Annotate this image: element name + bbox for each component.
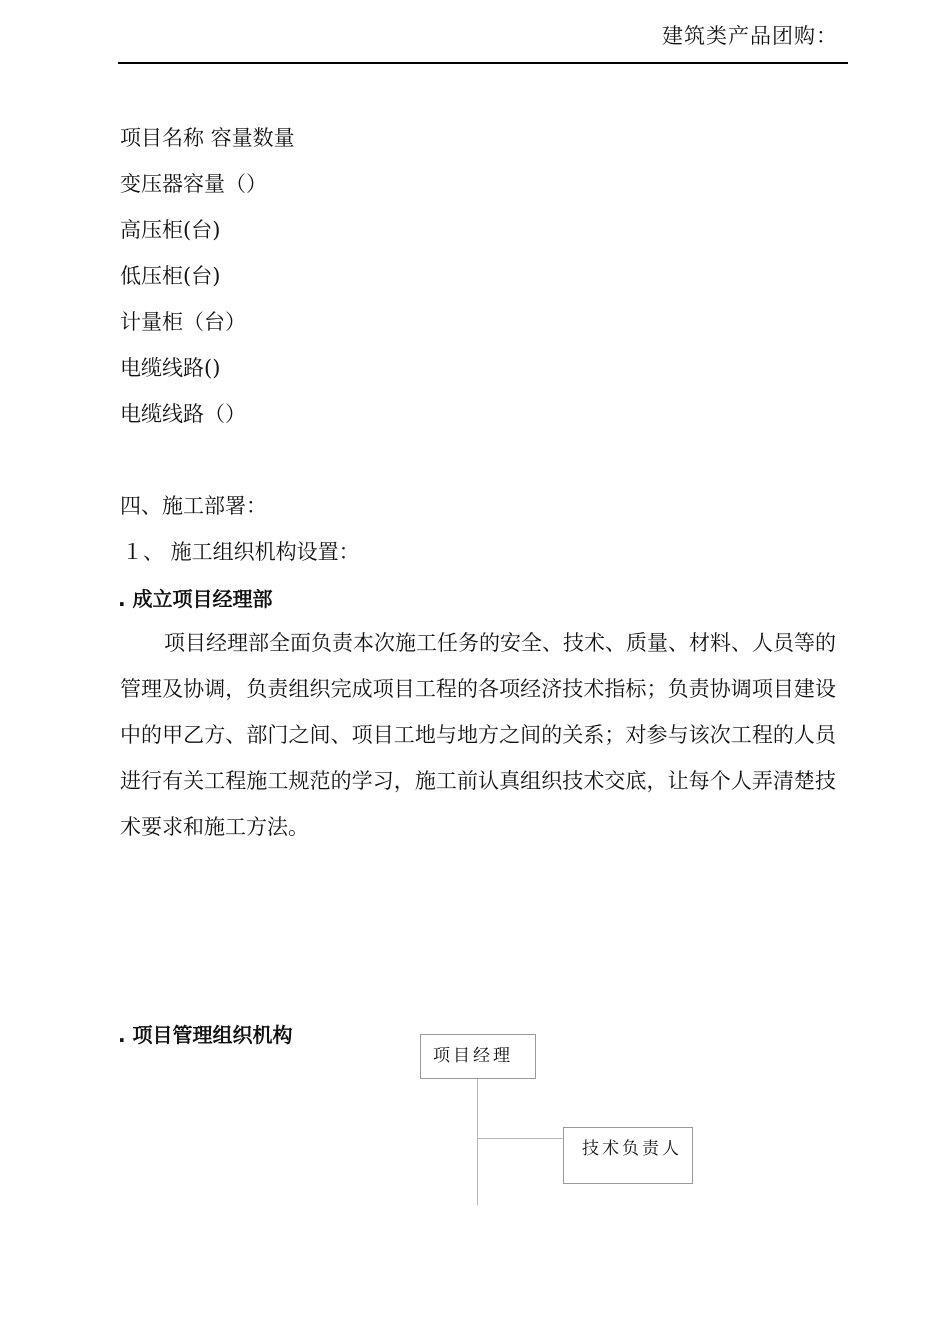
- org-box-technical-lead: 技术负责人: [563, 1127, 693, 1184]
- bold-heading-project-department: . 成立项目经理部: [118, 587, 273, 611]
- org-connector-vertical: [477, 1079, 478, 1205]
- section-title: 四、施工部署：: [120, 494, 267, 518]
- org-box-project-manager: 项目经理: [420, 1034, 536, 1079]
- capacity-item-metering-cabinet: 计量柜（台）: [120, 310, 246, 334]
- header-rule: [118, 62, 848, 64]
- capacity-list-heading: 项目名称 容量数量: [120, 126, 295, 150]
- capacity-item-transformer: 变压器容量（）: [120, 172, 267, 196]
- org-connector-horizontal: [477, 1138, 564, 1139]
- body-paragraph: 项目经理部全面负责本次施工任务的安全、技术、质量、材料、人员等的管理及协调，负责组织完成项目工程的各项经济技术指标；负责协调项目建设中的甲乙方、部门之间、项目工地与地方之间的关系；对参与该次工程的人员进行有关工程施工规范的学习，施工前认真组织技术交底，让每个人弄清楚技术要求和施工方法。: [120, 631, 836, 839]
- capacity-item-cable-line-1: 电缆线路(): [120, 356, 221, 380]
- subsection-title: １、 施工组织机构设置：: [122, 540, 360, 564]
- capacity-item-low-voltage-cabinet: 低压柜(台): [120, 264, 221, 288]
- capacity-item-high-voltage-cabinet: 高压柜(台): [120, 218, 221, 242]
- bold-heading-org-structure: . 项目管理组织机构: [118, 1023, 293, 1047]
- capacity-item-cable-line-2: 电缆线路（）: [120, 402, 246, 426]
- page-header-title: 建筑类产品团购：: [662, 24, 838, 48]
